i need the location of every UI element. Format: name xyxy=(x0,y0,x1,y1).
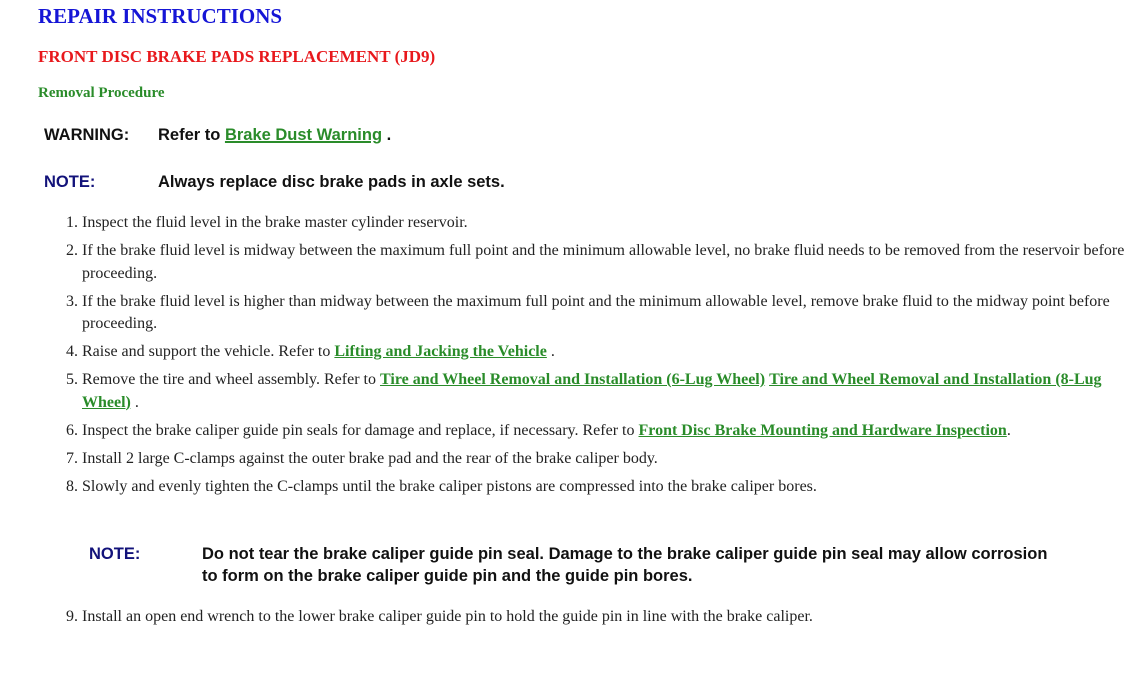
step-suffix: . xyxy=(546,343,555,360)
note-text: Always replace disc brake pads in axle sets. xyxy=(158,173,505,191)
procedure-steps xyxy=(44,212,1139,498)
step-text: Install an open end wrench to the lower brake caliper guide pin to hold the guide pin in line with the brake caliper. xyxy=(82,608,813,625)
step-5 xyxy=(82,369,1139,414)
step-text: Remove the tire and wheel assembly. Refer to xyxy=(82,371,380,388)
note-callout-axle-sets xyxy=(44,171,744,195)
front-disc-brake-mounting-link[interactable]: Front Disc Brake Mounting and Hardware Inspection xyxy=(638,421,1007,439)
note-text: Do not tear the brake caliper guide pin seal. Damage to the brake caliper guide pin seal may allow corrosion to form on the brake caliper guide pin and the guide pin bores. xyxy=(202,545,1048,585)
step-6 xyxy=(82,420,1139,443)
step-7 xyxy=(82,448,1139,471)
step-text: Raise and support the vehicle. Refer to xyxy=(82,343,335,360)
note-label: NOTE: xyxy=(44,173,96,191)
step-text: If the brake fluid level is higher than midway between the maximum full point and the minimum allowable level, remove brake fluid to the midway point before proceeding. xyxy=(82,292,1110,332)
warning-prefix: Refer to xyxy=(158,126,225,144)
section-heading: Removal Procedure xyxy=(38,85,165,101)
step-text: Inspect the brake caliper guide pin seals for damage and replace, if necessary. Refer to xyxy=(82,421,639,439)
step-text: Slowly and evenly tighten the C-clamps until the brake caliper pistons are compressed into the brake caliper bores. xyxy=(82,477,817,495)
step-suffix: . xyxy=(1006,421,1011,439)
step-suffix: . xyxy=(130,393,139,411)
step-9 xyxy=(82,606,1139,629)
page-title: REPAIR INSTRUCTIONS xyxy=(38,4,283,28)
tire-wheel-8lug-link[interactable]: Tire and Wheel Removal and Installation (8-Lug Wheel) xyxy=(82,371,1102,411)
step-1 xyxy=(82,212,1139,235)
step-4 xyxy=(82,341,1139,364)
note-label: NOTE: xyxy=(89,545,141,563)
step-3 xyxy=(82,291,1139,336)
brake-dust-warning-link[interactable]: Brake Dust Warning xyxy=(224,126,383,144)
note-callout-guide-pin-seal xyxy=(89,543,1089,589)
step-text: Inspect the fluid level in the brake master cylinder reservoir. xyxy=(82,214,468,231)
warning-text xyxy=(158,124,391,146)
warning-suffix: . xyxy=(382,126,392,144)
tire-wheel-6lug-link[interactable]: Tire and Wheel Removal and Installation (6-Lug Wheel) xyxy=(379,371,766,388)
step-text: If the brake fluid level is midway between the maximum full point and the minimum allowable level, no brake fluid needs to be removed from the reservoir before proceeding. xyxy=(82,242,1125,282)
warning-callout xyxy=(44,124,744,150)
lifting-jacking-link[interactable]: Lifting and Jacking the Vehicle xyxy=(334,343,547,360)
step-text: Install 2 large C-clamps against the outer brake pad and the rear of the brake caliper body. xyxy=(82,449,658,467)
procedure-title: FRONT DISC BRAKE PADS REPLACEMENT (JD9) xyxy=(38,47,436,66)
step-2 xyxy=(82,240,1139,285)
warning-label: WARNING: xyxy=(44,126,130,144)
step-8 xyxy=(82,476,1139,499)
procedure-steps-continued xyxy=(44,606,1139,629)
